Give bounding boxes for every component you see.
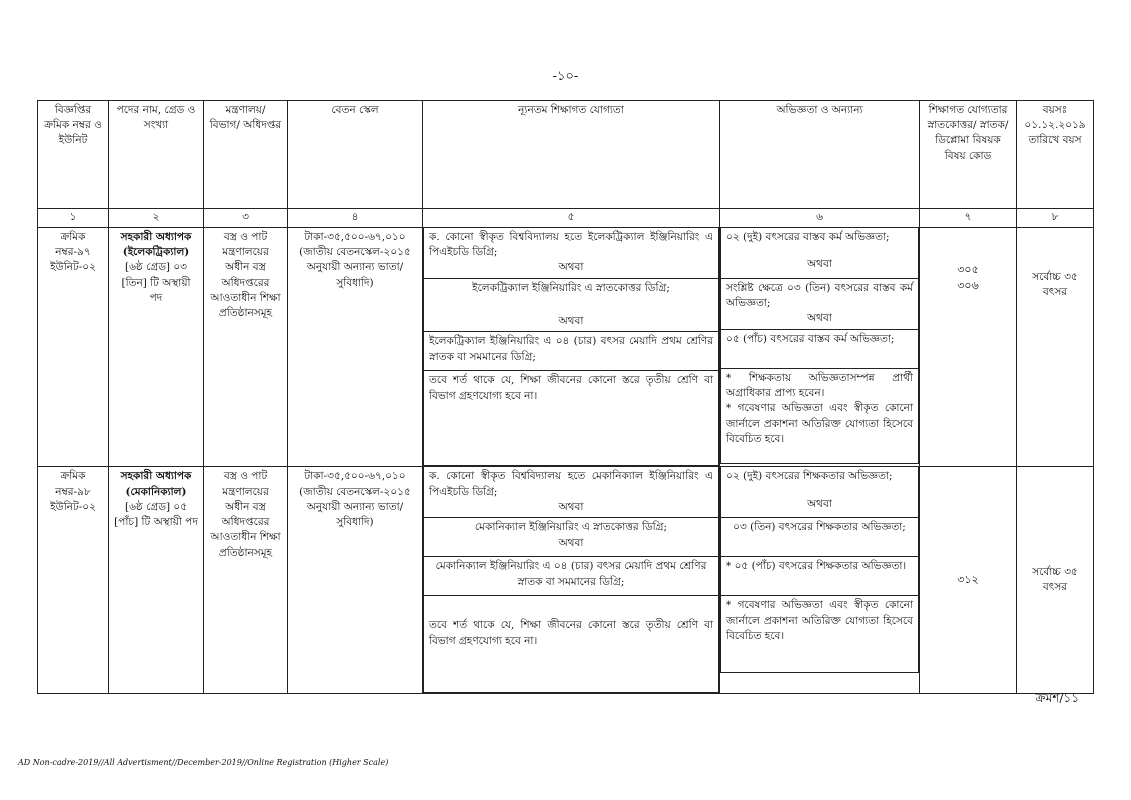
education-item: ইলেকট্রিক্যাল ইঞ্জিনিয়ারিং এ ০৪ (চার) বৎসর মেয়াদি প্রথম শ্রেণির স্নাতক বা সমমানের ডিগ্রি; bbox=[424, 332, 719, 371]
education-item bbox=[424, 279, 719, 332]
post-cell bbox=[109, 467, 204, 694]
experience-item bbox=[721, 279, 919, 330]
pay-scale-cell: টাকা-৩৫,৫০০-৬৭,০১০ (জাতীয় বেতনস্কেল-২০১৫ অনুযায়ী অন্যান্য ভাতা/সুবিধাদি) bbox=[288, 467, 423, 694]
education-text: ক. কোনো স্বীকৃত বিশ্ববিদ্যালয় হতে ইলেকট্রিক্যাল ইঞ্জিনিয়ারিং এ পিএইচডি ডিগ্রি; bbox=[429, 231, 713, 259]
or-text: অথবা bbox=[558, 315, 584, 328]
education-cell bbox=[423, 467, 720, 694]
col-number: ৩ bbox=[204, 209, 288, 228]
post-cell bbox=[109, 228, 204, 467]
experience-item: * গবেষণার অভিজ্ঞতা এবং স্বীকৃত কোনো জার্নালে প্রকাশনা অতিরিক্ত যোগ্যতা হিসেবে বিবেচিত হবে। bbox=[721, 596, 919, 673]
experience-item bbox=[721, 467, 919, 518]
or-text: অথবা bbox=[558, 536, 584, 549]
experience-item bbox=[721, 369, 919, 464]
education-item: তবে শর্ত থাকে যে, শিক্ষা জীবনের কোনো স্তরে তৃতীয় শ্রেণি বা বিভাগ গ্রহণযোগ্য হবে না। bbox=[424, 596, 719, 693]
col-number: ১ bbox=[38, 209, 109, 228]
experience-item: ০৩ (তিন) বৎসরের শিক্ষকতার অভিজ্ঞতা; bbox=[721, 518, 919, 557]
or-text: অথবা bbox=[807, 312, 832, 325]
header-age: বয়সঃ ০১.১২.২০১৯ তারিখে বয়স bbox=[1017, 101, 1094, 209]
experience-text: সংশ্লিষ্ট ক্ষেত্রে ০৩ (তিন) বৎসরের বাস্তব কর্ম অভিজ্ঞতা; bbox=[726, 282, 913, 310]
experience-item: ০৫ (পাঁচ) বৎসরের বাস্তব কর্ম অভিজ্ঞতা; bbox=[721, 330, 919, 369]
education-item bbox=[424, 467, 719, 518]
experience-text: * শিক্ষকতায় অভিজ্ঞতাসম্পন্ন প্রার্থী অগ্রাধিকার প্রাপ্য হবেন। bbox=[726, 372, 913, 400]
education-item: মেকানিক্যাল ইঞ্জিনিয়ারিং এ ০৪ (চার) বৎসর মেয়াদি প্রথম শ্রেণির স্নাতক বা সমমানের ডিগ্রি; bbox=[424, 557, 719, 596]
recruitment-table bbox=[37, 100, 1094, 694]
experience-text: ০২ (দুই) বৎসরের বাস্তব কর্ম অভিজ্ঞতা; bbox=[726, 231, 890, 243]
post-title: সহকারী অধ্যাপক (মেকানিক্যাল) bbox=[120, 470, 192, 498]
header-ministry: মন্ত্রণালয়/ বিভাগ/ অধিদপ্তর bbox=[204, 101, 288, 209]
ministry-cell: বস্ত্র ও পাট মন্ত্রণালয়ের অধীন বস্ত্র অধিদপ্তরের আওতাধীন শিক্ষা প্রতিষ্ঠানসমূহ bbox=[204, 228, 288, 467]
pay-scale-cell: টাকা-৩৫,৫০০-৬৭,০১০ (জাতীয় বেতনস্কেল-২০১৫ অনুযায়ী অন্যান্য ভাতা/সুবিধাদি) bbox=[288, 228, 423, 467]
age-cell: সর্বোচ্চ ৩৫ বৎসর bbox=[1017, 467, 1094, 694]
experience-cell bbox=[720, 467, 920, 694]
subject-codes: ৩০৫ ৩০৬ bbox=[957, 263, 979, 292]
experience-item bbox=[721, 228, 919, 279]
experience-list bbox=[720, 467, 919, 673]
page-number: -১০- bbox=[552, 69, 579, 84]
education-text: ইলেকট্রিক্যাল ইঞ্জিনিয়ারিং এ স্নাতকোত্তর ডিগ্রি; bbox=[472, 282, 670, 294]
header-education: ন্যূনতম শিক্ষাগত যোগ্যতা bbox=[423, 101, 720, 209]
experience-text: ০২ (দুই) বৎসরের শিক্ষকতার অভিজ্ঞতা; bbox=[726, 470, 893, 483]
or-text: অথবা bbox=[807, 258, 832, 271]
experience-list bbox=[720, 228, 919, 464]
education-list bbox=[423, 467, 719, 693]
post-detail: [৬ষ্ঠ গ্রেড] ০৫ [পাঁচ] টি অস্থায়ী পদ bbox=[114, 500, 198, 529]
header-experience: অভিজ্ঞতা ও অন্যান্য bbox=[720, 101, 920, 209]
header-pay-scale: বেতন স্কেল bbox=[288, 101, 423, 209]
education-item bbox=[424, 228, 719, 279]
header-subject-code: শিক্ষাগত যোগ্যতার স্নাতকোত্তর/ স্নাতক/ ডিপ্লোমা বিষয়ক বিষয় কোড bbox=[920, 101, 1017, 209]
header-row bbox=[38, 101, 1094, 209]
col-number: ৪ bbox=[288, 209, 423, 228]
education-item bbox=[424, 518, 719, 557]
serial-cell: ক্রমিক নম্বর-৯৮ ইউনিট-০২ bbox=[38, 467, 109, 694]
post-title: সহকারী অধ্যাপক (ইলেকট্রিক্যাল) bbox=[120, 231, 192, 259]
education-cell bbox=[423, 228, 720, 467]
post-detail: [৬ষ্ঠ গ্রেড] ০৩ [তিন] টি অস্থায়ী পদ bbox=[121, 261, 191, 304]
education-text: মেকানিক্যাল ইঞ্জিনিয়ারিং এ স্নাতকোত্তর ডিগ্রি; bbox=[474, 521, 668, 534]
age-cell bbox=[1017, 228, 1094, 467]
col-number: ২ bbox=[109, 209, 204, 228]
column-number-row bbox=[38, 209, 1094, 228]
table-row bbox=[38, 467, 1094, 694]
subject-code-cell: ৩১২ bbox=[920, 467, 1017, 694]
education-list bbox=[423, 228, 719, 466]
subject-code-cell bbox=[920, 228, 1017, 467]
or-text: অথবা bbox=[807, 497, 832, 510]
or-text: অথবা bbox=[558, 261, 584, 274]
experience-item: * ০৫ (পাঁচ) বৎসরের শিক্ষকতার অভিজ্ঞতা। bbox=[721, 557, 919, 596]
experience-text: * গবেষণার অভিজ্ঞতা এবং স্বীকৃত কোনো জার্নালে প্রকাশনা অতিরিক্ত যোগ্যতা হিসেবে বিবেচিত হবে। bbox=[726, 402, 913, 445]
footer-path: AD Non-cadre-2019//All Advertisment//December-2019//Online Registration (Higher Scale) bbox=[18, 758, 389, 767]
or-text: অথবা bbox=[558, 500, 584, 513]
continuation-note: ক্রমশ/১১ bbox=[1035, 691, 1079, 705]
age-limit: সর্বোচ্চ ৩৫ বৎসর bbox=[1032, 271, 1078, 299]
ministry-cell: বস্ত্র ও পাট মন্ত্রণালয়ের অধীন বস্ত্র অধিদপ্তরের আওতাধীন শিক্ষা প্রতিষ্ঠানসমূহ bbox=[204, 467, 288, 694]
col-number: ৭ bbox=[920, 209, 1017, 228]
table-row bbox=[38, 228, 1094, 467]
experience-cell bbox=[720, 228, 920, 467]
education-item: তবে শর্ত থাকে যে, শিক্ষা জীবনের কোনো স্তরে তৃতীয় শ্রেণি বা বিভাগ গ্রহণযোগ্য হবে না। bbox=[424, 371, 719, 466]
col-number: ৮ bbox=[1017, 209, 1094, 228]
serial-cell: ক্রমিক নম্বর-৯৭ ইউনিট-০২ bbox=[38, 228, 109, 467]
education-text: ক. কোনো স্বীকৃত বিশ্ববিদ্যালয় হতে মেকানিক্যাল ইঞ্জিনিয়ারিং এ পিএইচডি ডিগ্রি; bbox=[429, 470, 713, 498]
col-number: ৬ bbox=[720, 209, 920, 228]
header-serial: বিজ্ঞপ্তির ক্রমিক নম্বর ও ইউনিট bbox=[38, 101, 109, 209]
col-number: ৫ bbox=[423, 209, 720, 228]
header-post: পদের নাম, গ্রেড ও সংখ্যা bbox=[109, 101, 204, 209]
